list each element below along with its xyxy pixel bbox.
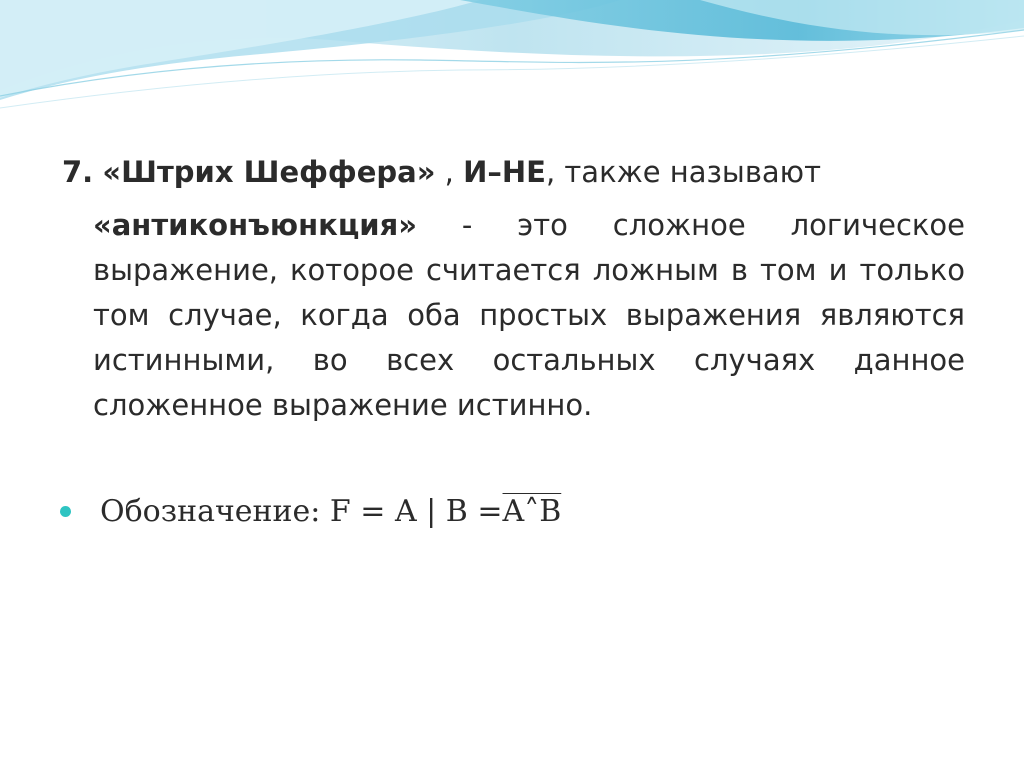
heading-alt-name: И–НЕ (463, 155, 546, 189)
paragraph-term: «антиконъюнкция» (93, 208, 417, 242)
heading-separator: , (444, 155, 454, 189)
notation-label: Обозначение: F = A | B = (100, 494, 503, 529)
bullet-dot-icon (60, 506, 71, 517)
heading-line (62, 150, 962, 194)
paragraph-text: - это сложное логическое выражение, которое считается ложным в том и только том случае, когда оба простых выражения являются истинными, во всех остальных случаях данное сложенное выражение истинно. (93, 208, 965, 422)
heading-term: «Штрих Шеффера» (102, 155, 436, 189)
notation-text (100, 490, 561, 534)
definition-paragraph (93, 203, 965, 428)
notation-expression: A˄B (502, 494, 562, 529)
notation-bullet (60, 490, 760, 540)
heading-rest: , также называют (545, 155, 821, 189)
heading-number: 7. (62, 155, 94, 189)
